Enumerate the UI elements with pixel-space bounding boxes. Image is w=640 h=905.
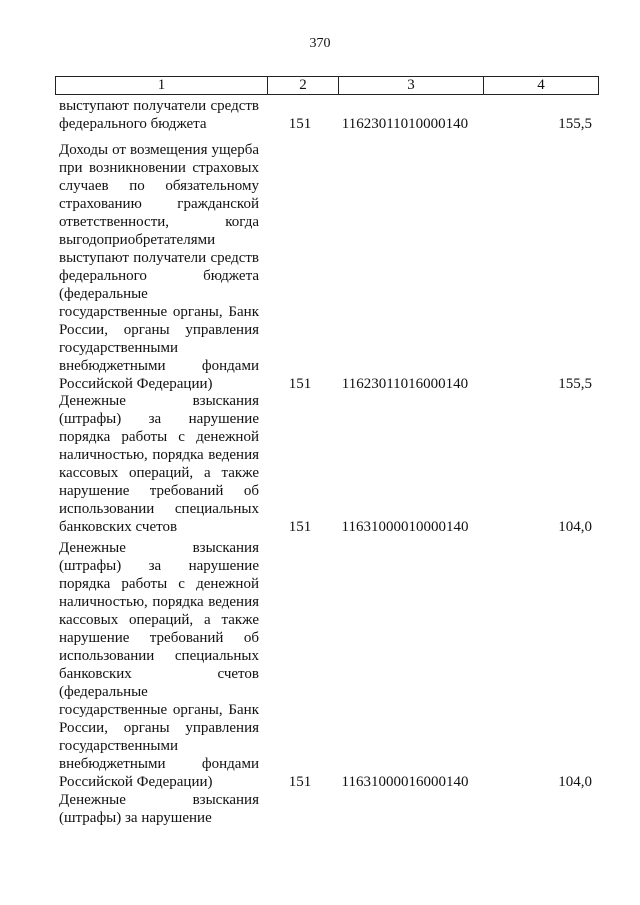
description-line: Российской Федерации) bbox=[59, 774, 213, 790]
description-line: России, органы управления bbox=[59, 322, 259, 338]
row-amount: 104,0 bbox=[558, 519, 592, 535]
description-line: внебюджетными фондами bbox=[59, 358, 259, 374]
row-description bbox=[59, 392, 259, 536]
row-code: 11631000010000140 bbox=[341, 519, 469, 535]
description-line: Доходы от возмещения ущерба bbox=[59, 142, 259, 158]
description-line: использовании специальных bbox=[59, 648, 259, 664]
row-code: 11631000016000140 bbox=[341, 774, 469, 790]
row-code: 11623011016000140 bbox=[341, 376, 469, 392]
row-col-2: 151 bbox=[288, 519, 312, 535]
description-line: при возникновении страховых bbox=[59, 160, 259, 176]
description-line: (штрафы) за нарушение bbox=[59, 558, 259, 574]
description-line: (штрафы) за нарушение bbox=[59, 810, 212, 826]
description-line: Денежные взыскания bbox=[59, 792, 259, 808]
description-line: выгодоприобретателями bbox=[59, 232, 216, 248]
description-line: государственные органы, Банк bbox=[59, 702, 259, 718]
description-line: государственные органы, Банк bbox=[59, 304, 259, 320]
description-line: внебюджетными фондами bbox=[59, 756, 259, 772]
description-line: федерального бюджета bbox=[59, 268, 259, 284]
page-number: 370 bbox=[309, 36, 331, 51]
description-line: кассовых операций, а также bbox=[59, 612, 259, 628]
description-line: (федеральные bbox=[59, 286, 148, 302]
description-line: порядка работы с денежной bbox=[59, 429, 259, 445]
description-line: государственными bbox=[59, 340, 178, 356]
row-amount: 104,0 bbox=[558, 774, 592, 790]
row-col-2: 151 bbox=[288, 376, 312, 392]
row-code: 11623011010000140 bbox=[341, 116, 469, 132]
row-col-2: 151 bbox=[288, 116, 312, 132]
row-description bbox=[59, 539, 259, 791]
description-line: кассовых операций, а также bbox=[59, 465, 259, 481]
description-line: федерального бюджета bbox=[59, 116, 207, 132]
description-line: банковских счетов bbox=[59, 519, 178, 535]
row-amount: 155,5 bbox=[558, 116, 592, 132]
row-col-2: 151 bbox=[288, 774, 312, 790]
header-col-4: 4 bbox=[484, 77, 599, 95]
description-line: выступают получатели средств bbox=[59, 250, 259, 266]
description-line: наличностью, порядка ведения bbox=[59, 447, 259, 463]
description-line: (федеральные bbox=[59, 684, 148, 700]
description-line: России, органы управления bbox=[59, 720, 259, 736]
row-description bbox=[59, 141, 259, 393]
table-header bbox=[55, 76, 599, 95]
row-description bbox=[59, 791, 259, 827]
description-line: банковских счетов bbox=[59, 666, 259, 682]
description-line: наличностью, порядка ведения bbox=[59, 594, 259, 610]
description-line: Денежные взыскания bbox=[59, 540, 259, 556]
description-line: использовании специальных bbox=[59, 501, 259, 517]
description-line: порядка работы с денежной bbox=[59, 576, 259, 592]
description-line: нарушение требований об bbox=[59, 630, 259, 646]
description-line: нарушение требований об bbox=[59, 483, 259, 499]
description-line: государственными bbox=[59, 738, 178, 754]
header-col-2: 2 bbox=[268, 77, 339, 95]
row-description bbox=[59, 97, 259, 133]
description-line: (штрафы) за нарушение bbox=[59, 411, 259, 427]
description-line: страхованию гражданской bbox=[59, 196, 259, 212]
header-col-1: 1 bbox=[56, 77, 268, 95]
description-line: случаев по обязательному bbox=[59, 178, 259, 194]
description-line: выступают получатели средств bbox=[59, 98, 259, 114]
description-line: Российской Федерации) bbox=[59, 376, 213, 392]
header-col-3: 3 bbox=[339, 77, 484, 95]
description-line: ответственности, когда bbox=[59, 214, 259, 230]
row-amount: 155,5 bbox=[558, 376, 592, 392]
description-line: Денежные взыскания bbox=[59, 393, 259, 409]
